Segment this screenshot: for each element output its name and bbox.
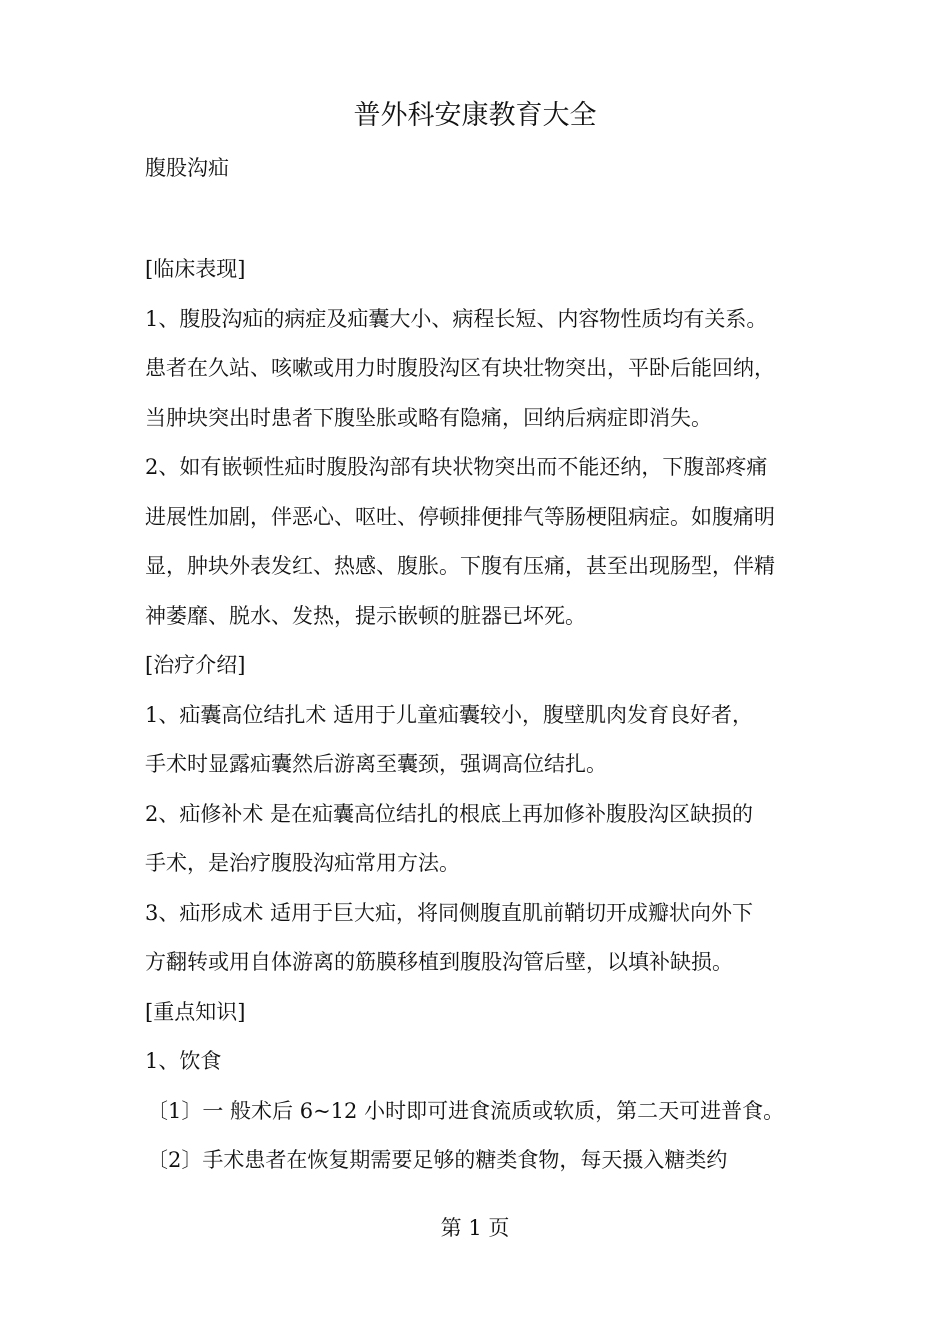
paragraph-line: 进展性加剧，伴恶心、呕吐、停顿排便排气等肠梗阻病症。如腹痛明 [145,504,775,529]
document-subtitle: 腹股沟疝 [145,156,229,180]
list-item: 〔1〕一 般术后 6~12 小时即可进食流质或软质，第二天可进普食。 [147,1098,785,1123]
paragraph-line: 患者在久站、咳嗽或用力时腹股沟区有块壮物突出，平卧后能回纳， [145,356,775,380]
list-item-heading: 1、饮食 [145,1049,222,1073]
page-number: 第 1 页 [440,1216,510,1240]
paragraph-line: 2、疝修补术 是在疝囊高位结扎的根底上再加修补腹股沟区缺损的 [145,801,754,826]
section-heading-key-knowledge: [重点知识] [145,999,246,1024]
document-body [145,252,825,1193]
paragraph-line: 手术时显露疝囊然后游离至囊颈，强调高位结扎。 [145,752,607,776]
document-title: 普外科安康教育大全 [353,100,597,131]
section-heading-treatment: [治疗介绍] [145,653,246,677]
paragraph-line: 1、疝囊高位结扎术 适用于儿童疝囊较小，腹壁肌肉发育良好者， [145,702,754,727]
section-heading-clinical: [临床表现] [145,257,246,281]
paragraph-line: 1、腹股沟疝的病症及疝囊大小、病程长短、内容物性质均有关系。 [145,306,768,331]
paragraph-line: 2、如有嵌顿性疝时腹股沟部有块状物突出而不能还纳，下腹部疼痛 [145,455,768,479]
paragraph-line: 手术，是治疗腹股沟疝常用方法。 [145,851,460,875]
paragraph-line: 神萎靡、脱水、发热，提示嵌顿的脏器已坏死。 [145,603,586,628]
paragraph-line: 显，肿块外表发红、热感、腹胀。下腹有压痛，甚至出现肠型，伴精 [145,554,775,578]
paragraph-line: 3、疝形成术 适用于巨大疝，将同侧腹直肌前鞘切开成瓣状向外下 [145,900,754,925]
paragraph-line: 当肿块突出时患者下腹坠胀或略有隐痛，回纳后病症即消失。 [145,405,712,430]
paragraph-line: 方翻转或用自体游离的筋膜移植到腹股沟管后壁，以填补缺损。 [145,950,733,974]
list-item: 〔2〕手术患者在恢复期需要足够的糖类食物，每天摄入糖类约 [147,1148,728,1172]
